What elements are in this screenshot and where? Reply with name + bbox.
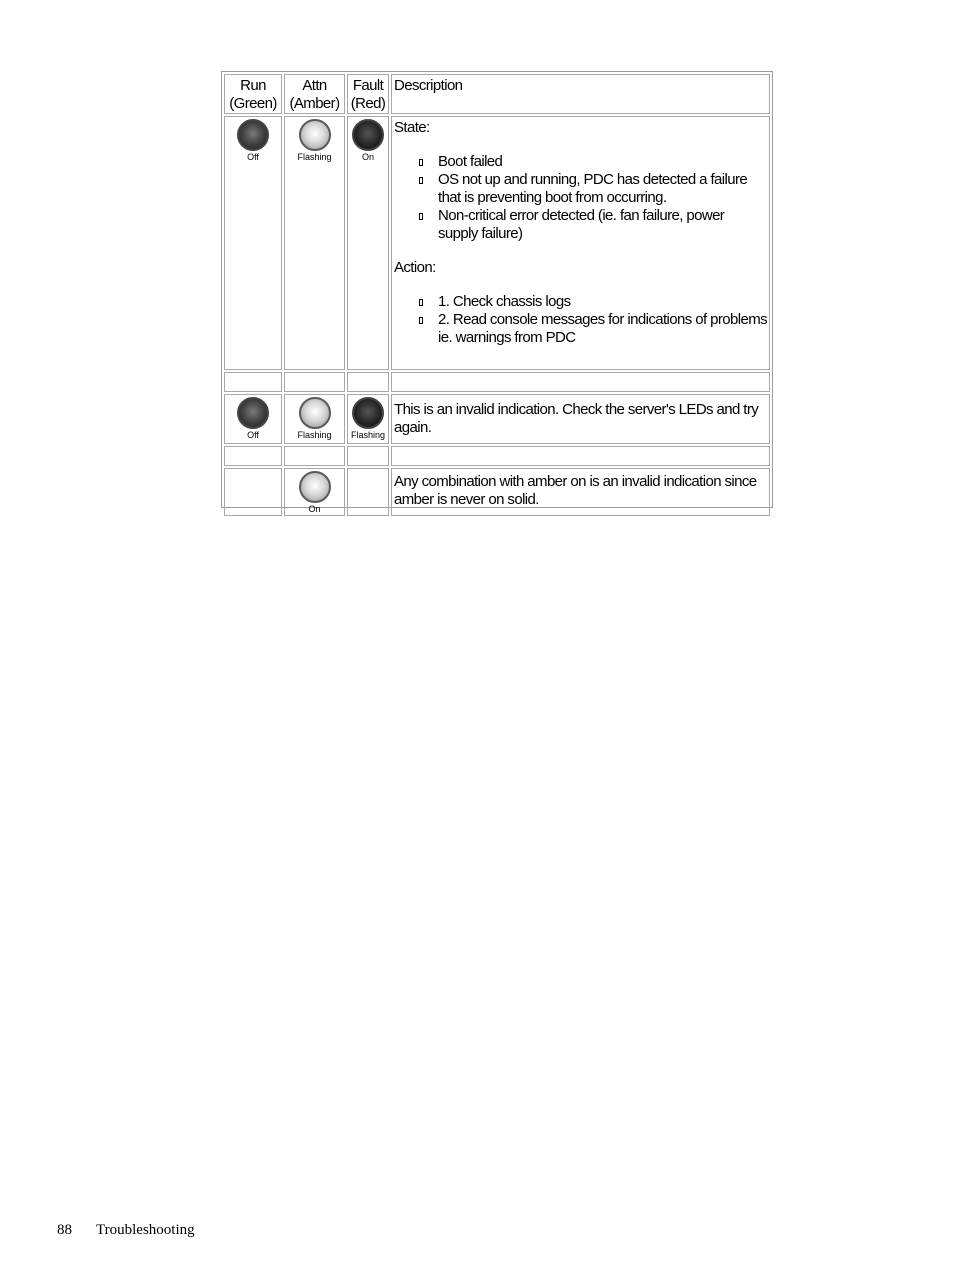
run-led-label: Off (247, 430, 259, 440)
header-run-line2: (Green) (229, 95, 277, 112)
run-led-icon (237, 119, 269, 151)
header-fault-line2: (Red) (350, 95, 386, 112)
header-description: Description (391, 74, 770, 114)
attn-led-icon (299, 119, 331, 151)
list-item-text: Non-critical error detected (ie. fan failure, power supply failure) (438, 207, 725, 242)
attn-led-cell (284, 468, 345, 516)
bullet-icon (419, 177, 423, 184)
list-item (394, 171, 767, 207)
fault-led-cell (347, 116, 389, 370)
action-title: Action: (394, 259, 436, 276)
fault-led-label: On (361, 152, 374, 162)
run-led-cell (224, 394, 282, 444)
header-run (224, 74, 282, 114)
empty-cell (347, 372, 389, 392)
table-row (224, 116, 770, 370)
empty-cell (391, 446, 770, 466)
fault-led-icon (352, 119, 384, 151)
description-cell (391, 116, 770, 370)
action-list (394, 293, 767, 347)
fault-led-cell (347, 394, 389, 444)
attn-led-label: Flashing (297, 152, 332, 162)
run-led-cell (224, 468, 282, 516)
attn-led-icon (299, 397, 331, 429)
list-item (394, 311, 767, 347)
attn-led-cell (284, 116, 345, 370)
bullet-icon (419, 159, 423, 166)
empty-cell (347, 446, 389, 466)
attn-led-cell (284, 394, 345, 444)
list-item-text: Boot failed (438, 153, 503, 170)
empty-cell (284, 372, 345, 392)
led-status-table (221, 71, 773, 514)
header-row (224, 74, 770, 114)
list-item-text: 2. Read console messages for indications of problems ie. warnings from PDC (438, 311, 767, 346)
table-row (224, 394, 770, 444)
run-led-icon (237, 397, 269, 429)
list-item (394, 293, 767, 311)
fault-led-label: Flashing (350, 430, 386, 440)
description-cell: Any combination with amber on is an invalid indication since amber is never on solid. (391, 468, 770, 516)
table-row (224, 468, 770, 516)
list-item (394, 153, 767, 171)
page-number: 88 (57, 1222, 72, 1238)
fault-led-icon (352, 397, 384, 429)
bullet-icon (419, 299, 423, 306)
empty-cell (391, 372, 770, 392)
header-attn-line2: (Amber) (289, 95, 340, 112)
bullet-icon (419, 213, 423, 220)
list-item (394, 207, 767, 243)
empty-row (224, 372, 770, 392)
list-item-text: 1. Check chassis logs (438, 293, 571, 310)
empty-row (224, 446, 770, 466)
footer-section: Troubleshooting (96, 1222, 195, 1238)
empty-cell (284, 446, 345, 466)
header-run-line1: Run (240, 77, 266, 94)
state-list (394, 153, 767, 243)
header-fault-line1: Fault (352, 77, 384, 94)
attn-led-icon (299, 471, 331, 503)
header-fault (347, 74, 389, 114)
bullet-icon (419, 317, 423, 324)
header-attn (284, 74, 345, 114)
header-attn-line1: Attn (302, 77, 327, 94)
description-cell: This is an invalid indication. Check the server's LEDs and try again. (391, 394, 770, 444)
attn-led-label: Flashing (297, 430, 332, 440)
state-title: State: (394, 119, 430, 136)
page-footer (57, 1222, 195, 1239)
fault-led-cell (347, 468, 389, 516)
empty-cell (224, 446, 282, 466)
run-led-label: Off (247, 152, 259, 162)
run-led-cell (224, 116, 282, 370)
empty-cell (224, 372, 282, 392)
attn-led-label: On (308, 504, 321, 514)
list-item-text: OS not up and running, PDC has detected a failure that is preventing boot from occurring. (438, 171, 748, 206)
led-table (222, 72, 772, 518)
